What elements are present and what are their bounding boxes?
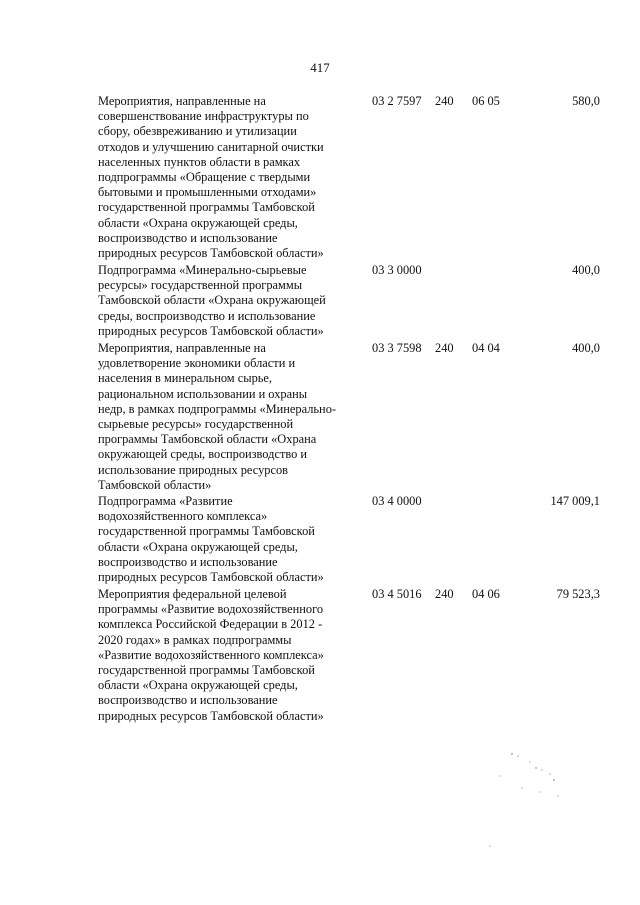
description-line: государственной программы Тамбовской (98, 524, 315, 539)
section-code: 04 04 (472, 341, 500, 355)
description-line: воспроизводство и использование (98, 230, 278, 245)
section-code: 06 05 (472, 94, 500, 108)
description-line: недр, в рамках подпрограммы «Минерально- (98, 401, 337, 416)
row-description (98, 94, 366, 261)
description-line: Мероприятия федеральной целевой (98, 587, 287, 601)
scan-noise (470, 740, 580, 850)
description-line: водохозяйственного комплекса» (98, 509, 268, 524)
description-line: Мероприятия, направленные на (98, 341, 266, 355)
description-line: Тамбовской области «Охрана окружающей (98, 293, 326, 308)
amount: 580,0 (572, 94, 600, 108)
description-line: области «Охрана окружающей среды, (98, 678, 298, 693)
target-code: 03 3 7598 (372, 341, 422, 355)
description-line: 2020 годах» в рамках подпрограммы (98, 632, 292, 647)
page-number: 417 (310, 60, 330, 75)
section-code: 04 06 (472, 587, 500, 601)
amount: 400,0 (572, 263, 600, 277)
expense-type: 240 (435, 341, 454, 355)
description-line: удовлетворение экономики области и (98, 356, 296, 371)
row-description (98, 494, 366, 585)
description-line: «Развитие водохозяйственного комплекса» (98, 647, 324, 662)
expense-type: 240 (435, 587, 454, 601)
description-line: природных ресурсов Тамбовской области» (98, 708, 324, 723)
row-description (98, 263, 366, 339)
description-line: ресурсы» государственной программы (98, 278, 303, 293)
description-line: природных ресурсов Тамбовской области» (98, 323, 324, 338)
description-line: рациональном использовании и охраны (98, 386, 308, 401)
description-line: использование природных ресурсов (98, 462, 289, 477)
description-line: среды, воспроизводство и использование (98, 308, 316, 323)
description-line: комплекса Российской Федерации в 2012 - (98, 617, 323, 632)
target-code: 03 3 0000 (372, 263, 422, 277)
target-code: 03 2 7597 (372, 94, 422, 108)
description-line: воспроизводство и использование (98, 693, 278, 708)
amount: 147 009,1 (550, 494, 600, 508)
description-line: населения в минеральном сырье, (98, 371, 273, 386)
description-line: подпрограммы «Обращение с твердыми (98, 170, 311, 185)
description-line: природных ресурсов Тамбовской области» (98, 246, 324, 261)
description-line: сбору, обезвреживанию и утилизации (98, 124, 297, 139)
description-line: Мероприятия, направленные на (98, 94, 266, 108)
description-line: воспроизводство и использование (98, 554, 278, 569)
description-line: окружающей среды, воспроизводство и (98, 447, 308, 462)
row-description (98, 341, 366, 493)
target-code: 03 4 5016 (372, 587, 422, 601)
description-line: государственной программы Тамбовской (98, 200, 315, 215)
description-line: Тамбовской области» (98, 477, 212, 492)
description-line: совершенствование инфраструктуры по (98, 109, 309, 124)
description-line: сырьевые ресурсы» государственной (98, 417, 294, 432)
description-line: программы «Развитие водохозяйственного (98, 602, 324, 617)
description-line: государственной программы Тамбовской (98, 663, 315, 678)
description-line: населенных пунктов области в рамках (98, 154, 301, 169)
description-line: области «Охрана окружающей среды, (98, 539, 298, 554)
description-line: Подпрограмма «Минерально-сырьевые (98, 263, 307, 277)
description-line: бытовыми и промышленными отходами» (98, 185, 317, 200)
description-line: отходов и улучшению санитарной очистки (98, 139, 324, 154)
description-line: программы Тамбовской области «Охрана (98, 432, 317, 447)
description-line: природных ресурсов Тамбовской области» (98, 570, 324, 585)
description-line: Подпрограмма «Развитие (98, 494, 233, 508)
amount: 400,0 (572, 341, 600, 355)
amount: 79 523,3 (556, 587, 600, 601)
expense-type: 240 (435, 94, 454, 108)
description-line: области «Охрана окружающей среды, (98, 215, 298, 230)
row-description (98, 587, 366, 724)
target-code: 03 4 0000 (372, 494, 422, 508)
